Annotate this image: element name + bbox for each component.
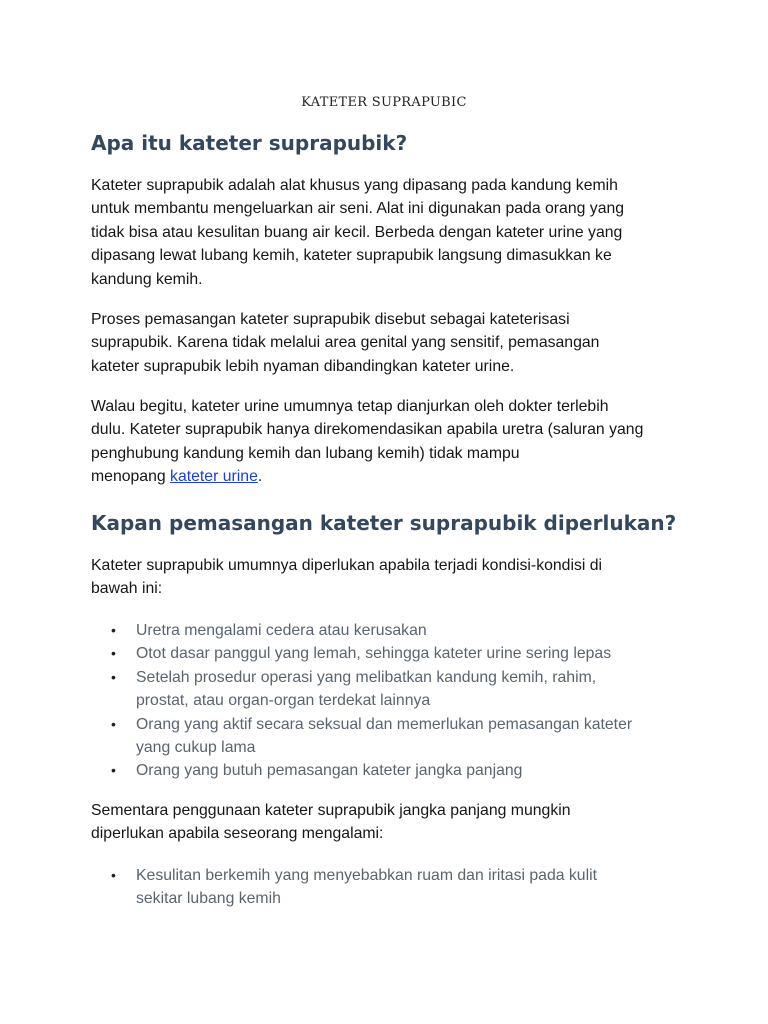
text-line (91, 465, 691, 488)
text-fragment: . (257, 468, 263, 486)
text-line: suprapubik. Karena tidak melalui area genital yang sensitif, pemasangan (91, 334, 600, 352)
text-line: tidak bisa atau kesulitan buang air kecil. Berbeda dengan kateter urine yang (91, 223, 623, 241)
heading-when-needed: Kapan pemasangan kateter suprapubik diperlukan? (91, 511, 677, 535)
long-term-list (91, 864, 711, 911)
list-item (91, 642, 711, 665)
text-line: kandung kemih. (91, 270, 203, 288)
paragraph-long-term-intro (91, 799, 691, 846)
document-title: KATETER SUPRAPUBIC (301, 95, 467, 110)
list-item (91, 666, 711, 713)
kateter-urine-link[interactable]: kateter urine (170, 468, 258, 486)
text-line: Orang yang aktif secara seksual dan memerlukan pemasangan kateter (136, 715, 633, 733)
text-line: Setelah prosedur operasi yang melibatkan kandung kemih, rahim, (136, 668, 597, 686)
text-line: Walau begitu, kateter urine umumnya tetap dianjurkan oleh dokter terlebih (91, 398, 609, 415)
text-line: Orang yang butuh pemasangan kateter jangka panjang (136, 762, 523, 780)
bullet-icon: • (111, 715, 116, 732)
heading-what-is: Apa itu kateter suprapubik? (91, 131, 408, 155)
paragraph-conditions-intro (91, 554, 691, 601)
text-line: untuk membantu mengeluarkan air seni. Alat ini digunakan pada orang yang (91, 200, 625, 218)
text-line: dulu. Kateter suprapubik hanya direkomendasikan apabila uretra (saluran yang (91, 421, 644, 439)
text-line: diperlukan apabila seseorang mengalami: (91, 825, 384, 843)
list-item (91, 759, 711, 782)
list-item (91, 713, 711, 760)
bullet-icon: • (111, 668, 116, 685)
text-line: Kesulitan berkemih yang menyebabkan ruam dan iritasi pada kulit (136, 867, 598, 884)
bullet-icon: • (111, 762, 116, 779)
text-line: Proses pemasangan kateter suprapubik disebut sebagai kateterisasi (91, 311, 570, 328)
text-line: yang cukup lama (136, 739, 256, 757)
text-fragment: menopang (91, 468, 171, 486)
text-line: kateter suprapubik lebih nyaman dibandingkan kateter urine. (91, 357, 515, 375)
text-line: Kateter suprapubik umumnya diperlukan apabila terjadi kondisi-kondisi di (91, 557, 603, 574)
text-line: prostat, atau organ-organ terdekat lainnya (136, 692, 431, 710)
text-line: dipasang lewat lubang kemih, kateter suprapubik langsung dimasukkan ke (91, 247, 612, 265)
paragraph-procedure (91, 308, 691, 378)
text-line: Kateter suprapubik adalah alat khusus yang dipasang pada kandung kemih (91, 177, 618, 194)
text-line: bawah ini: (91, 580, 163, 598)
text-line: penghubung kandung kemih dan lubang kemih) tidak mampu (91, 444, 520, 462)
bullet-icon: • (111, 645, 116, 662)
text-line: Sementara penggunaan kateter suprapubik jangka panjang mungkin (91, 802, 571, 819)
text-line: Otot dasar panggul yang lemah, sehingga kateter urine sering lepas (136, 645, 612, 663)
list-item (91, 864, 711, 911)
paragraph-definition (91, 174, 691, 291)
bullet-icon: • (111, 622, 116, 638)
text-line: sekitar lubang kemih (136, 890, 281, 908)
text-line: Uretra mengalami cedera atau kerusakan (136, 622, 427, 639)
conditions-list (91, 619, 711, 783)
paragraph-recommendation (91, 395, 691, 489)
bullet-icon: • (111, 867, 116, 883)
list-item (91, 619, 711, 642)
